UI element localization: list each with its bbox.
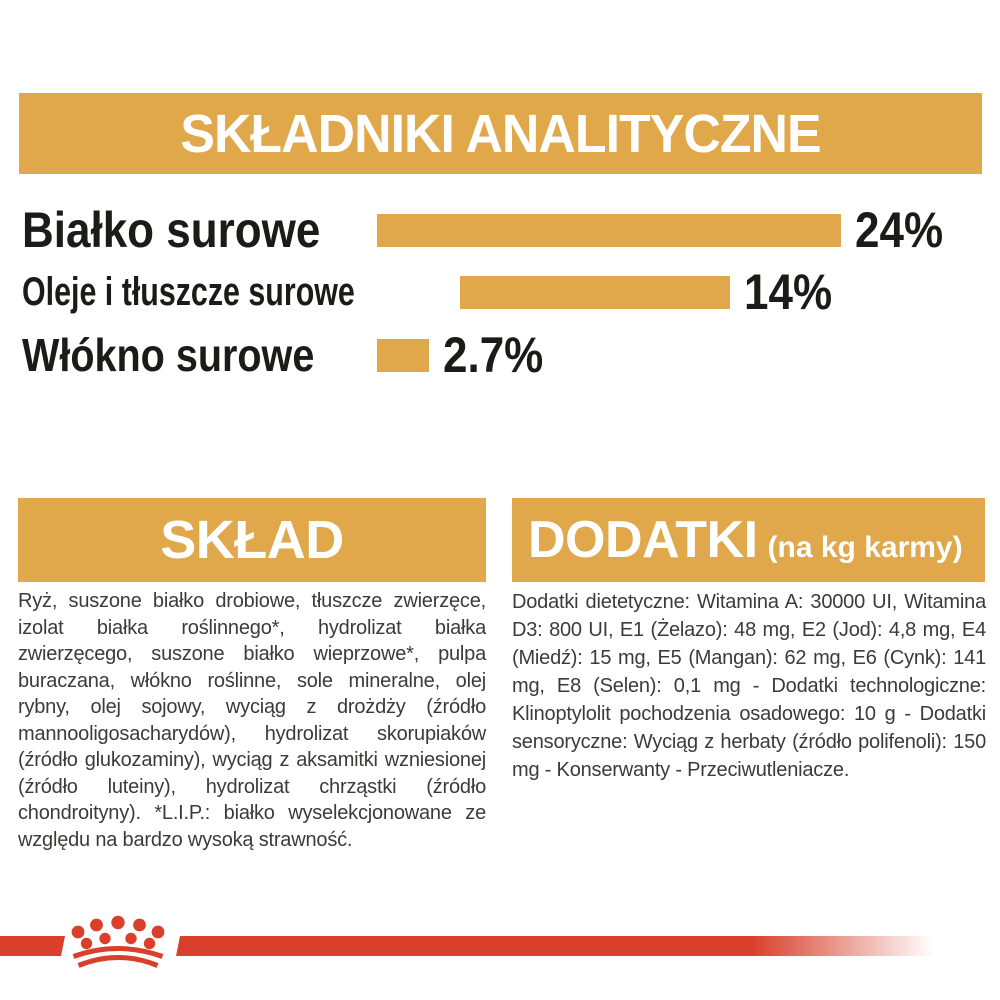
brand-stripe-left (0, 936, 65, 956)
composition-section-header (18, 498, 486, 582)
bar-crude-protein (377, 214, 841, 247)
bar-value-label: 2.7% (443, 327, 544, 383)
additives-section-header (512, 498, 985, 582)
bar-track (377, 202, 944, 258)
brand-stripe-right (176, 936, 934, 956)
bar-value-label: 14% (743, 264, 833, 320)
composition-title: SKŁAD (160, 510, 344, 570)
additives-body-text: Dodatki dietetyczne: Witamina A: 30000 UI, Witamina D3: 800 UI, E1 (Żelazo): 48 mg, E2 (Jod): 4,8 mg, E4 (Miedź): 15 mg, E5 (Mangan): 62 mg, E6 (Cynk): 141 mg, E8 (Selen): 0,1 mg - Dodatki technologiczne: Klinoptylolit pochodzenia osadowego: 10 g - Dodatki sensoryczne: Wyciąg z herbaty (źródło polifenoli): 150 mg - Konserwanty - Przeciwutleniacze. (512, 591, 986, 781)
additives-title-suffix: (na kg karmy) (767, 531, 963, 564)
bar-track (460, 264, 943, 320)
bar-track (377, 327, 860, 383)
chart-category-label: Włókno surowe (22, 329, 315, 381)
chart-row-crude-oils-fats (22, 261, 1000, 323)
chart-row-crude-protein (22, 199, 1000, 261)
bar-value-label: 24% (855, 202, 944, 258)
additives-title: DODATKI (528, 511, 758, 569)
page-title: SKŁADNIKI ANALITYCZNE (180, 103, 821, 164)
analytical-components-chart (0, 0, 1000, 400)
chart-row-crude-fibre (22, 324, 1000, 386)
composition-body-text: Ryż, suszone białko drobiowe, tłuszcze zwierzęce, izolat białka roślinnego*, hydrolizat białka zwierzęcego, suszone białko wieprzowe*, pulpa buraczana, włókno roślinne, sole mineralne, olej rybny, olej sojowy, wyciąg z drożdży (źródło mannooligosacharydów), hydrolizat skorupiaków (źródło glukozaminy), wyciąg z aksamitki wzniesionej (źródło luteiny), hydrolizat chrząstki (źródło chondroityny). *L.I.P.: białko wyselekcjonowane ze względu na bardzo wysoką strawność. (18, 590, 486, 851)
chart-category-label: Oleje i tłuszcze surowe (22, 269, 355, 314)
bar-crude-fibre (377, 339, 429, 372)
royal-canin-crown-icon (58, 898, 178, 973)
chart-category-label: Białko surowe (22, 202, 321, 258)
bar-crude-oils-fats (460, 276, 730, 309)
